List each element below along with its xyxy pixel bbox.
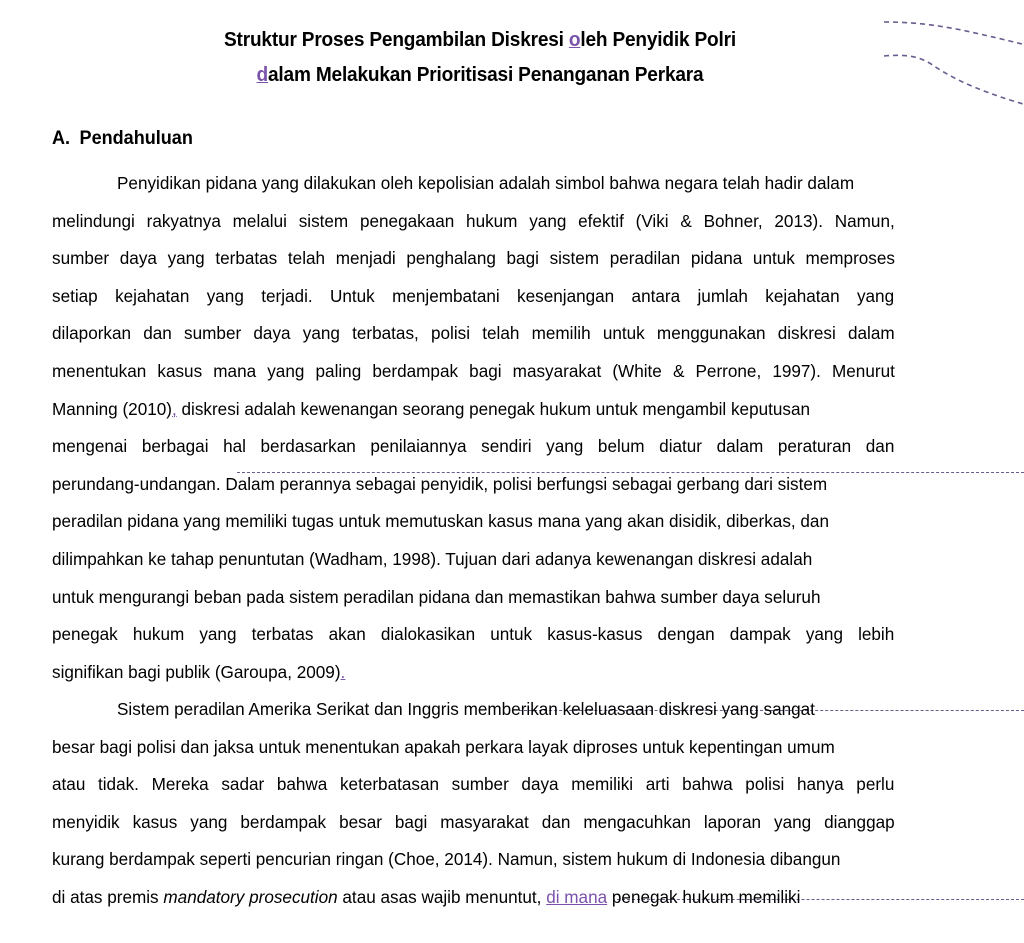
page-title-revision-o: o xyxy=(568,28,581,51)
section-heading xyxy=(52,128,193,150)
text-line-mid: atau asas wajib menuntut, xyxy=(337,886,547,907)
page-title-line-1-pre: Struktur Proses Pengambilan Diskresi xyxy=(224,28,569,51)
text-line-content: penegak hukum yang terbatas akan dialokasikan untuk kasus-kasus dengan dampak yang lebih xyxy=(52,624,895,645)
text-line-content: mengenai berbagai hal berdasarkan penilaiannya sendiri yang belum diatur dalam peraturan dan xyxy=(52,436,895,457)
text-line xyxy=(52,428,895,466)
text-line xyxy=(52,165,883,203)
text-line-content: besar bagi polisi dan jaksa untuk menentukan apakah perkara layak diproses untuk kepentingan umum xyxy=(52,736,835,757)
text-line-content: untuk mengurangi beban pada sistem peradilan pidana dan memastikan bahwa sumber daya seluruh xyxy=(52,586,821,607)
revision-comma: , xyxy=(171,398,177,419)
text-line xyxy=(52,841,883,879)
text-line-with-revision xyxy=(52,879,883,917)
text-line-pre-italic: di atas premis xyxy=(52,886,164,907)
text-line xyxy=(52,766,895,804)
section-letter: A. xyxy=(52,128,71,149)
revision-phrase-di-mana: di mana xyxy=(546,886,608,907)
garoupa-citation: signifikan bagi publik (Garoupa, 2009) xyxy=(52,661,341,682)
text-line-with-revision xyxy=(52,391,883,429)
section-title: Pendahuluan xyxy=(79,128,193,149)
text-line xyxy=(52,691,883,729)
text-line xyxy=(52,729,883,767)
page-title-line-2-post: alam Melakukan Prioritisasi Penanganan Perkara xyxy=(268,63,704,86)
text-line xyxy=(52,579,883,617)
text-line-content: atau tidak. Mereka sadar bahwa keterbatasan sumber daya memiliki arti bahwa polisi hanya perlu xyxy=(52,774,895,795)
italic-term: mandatory prosecution xyxy=(163,886,338,907)
text-line xyxy=(52,203,895,241)
text-line xyxy=(52,804,895,842)
paragraph-2 xyxy=(52,691,896,917)
text-line xyxy=(52,616,895,654)
text-line-content: menentukan kasus mana yang paling berdampak bagi masyarakat (White & Perrone, 1997). Menurut xyxy=(52,360,895,381)
text-line-content: kurang berdampak seperti pencurian ringan (Choe, 2014). Namun, sistem hukum di Indonesia dibangun xyxy=(52,849,841,870)
text-line-content: setiap kejahatan yang terjadi. Untuk menjembatani kesenjangan antara jumlah kejahatan yang xyxy=(52,285,895,306)
revision-period: . xyxy=(340,661,346,682)
text-line xyxy=(52,315,895,353)
text-line-content: perundang-undangan. Dalam perannya sebagai penyidik, polisi berfungsi sebagai gerbang dari sistem xyxy=(52,473,828,494)
page-title-line-2 xyxy=(34,57,927,92)
text-line xyxy=(52,353,895,391)
page-title-line-1 xyxy=(34,22,927,57)
text-line xyxy=(52,503,883,541)
text-line-post: penegak hukum memiliki xyxy=(607,886,801,907)
text-line-content: Penyidikan pidana yang dilakukan oleh kepolisian adalah simbol bahwa negara telah hadir dalam xyxy=(117,173,855,193)
paragraph-1 xyxy=(52,165,896,691)
text-line xyxy=(52,466,883,504)
text-line xyxy=(52,240,895,278)
text-line xyxy=(52,541,883,579)
text-line-content: diskresi adalah kewenangan seorang penegak hukum untuk mengambil keputusan xyxy=(176,398,811,419)
page-title-line-1-post: leh Penyidik Polri xyxy=(580,28,736,51)
page-title xyxy=(34,22,927,92)
text-line-content: menyidik kasus yang berdampak besar bagi masyarakat dan mengacuhkan laporan yang dianggap xyxy=(52,811,895,832)
text-line-content: dilimpahkan ke tahap penuntutan (Wadham, 1998). Tujuan dari adanya kewenangan diskresi adalah xyxy=(52,548,813,569)
text-line-content: dilaporkan dan sumber daya yang terbatas, polisi telah memilih untuk menggunakan diskresi dalam xyxy=(52,323,895,344)
manning-citation: Manning (2010) xyxy=(52,398,172,419)
text-line xyxy=(52,278,895,316)
text-line-content: melindungi rakyatnya melalui sistem penegakaan hukum yang efektif (Viki & Bohner, 2013). Namun, xyxy=(52,210,895,231)
page-title-revision-d: d xyxy=(256,63,269,86)
text-line-content: peradilan pidana yang memiliki tugas untuk memutuskan kasus mana yang akan disidik, diberkas, dan xyxy=(52,511,829,532)
text-line-content: sumber daya yang terbatas telah menjadi penghalang bagi sistem peradilan pidana untuk memproses xyxy=(52,248,895,269)
text-line-content: Sistem peradilan Amerika Serikat dan Inggris memberikan keleluasaan diskresi yang sangat xyxy=(117,699,815,719)
text-line-with-revision xyxy=(52,654,883,692)
